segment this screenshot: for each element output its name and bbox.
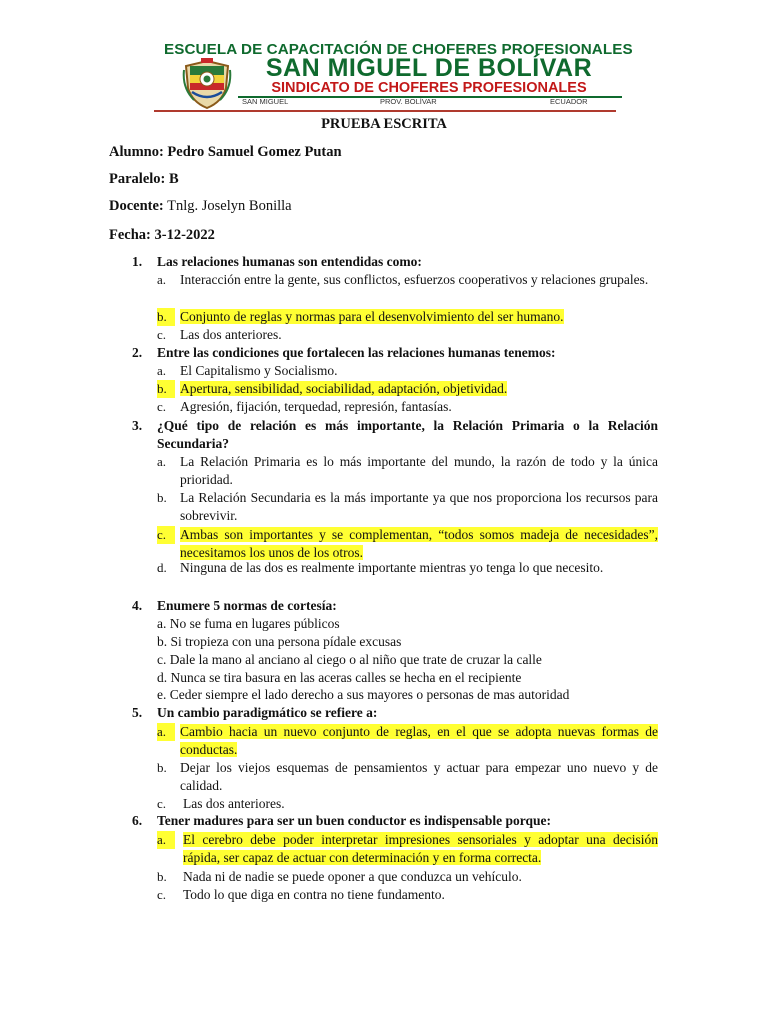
q3-option-c xyxy=(180,526,658,562)
q4-item-d: d. Nunca se tira basura en las aceras calles se hecha en el recipiente xyxy=(157,670,522,685)
q2-option-a xyxy=(180,362,658,380)
question-6-text: Tener madures para ser un buen conductor es indispensable porque: xyxy=(157,813,551,828)
location-country: ECUADOR xyxy=(550,97,588,106)
q5-option-c-letter: c. xyxy=(157,796,167,811)
question-1-text: Las relaciones humanas son entendidas como: xyxy=(157,254,422,269)
q5-option-b xyxy=(180,759,658,795)
q4-item-a: a. No se fuma en lugares públicos xyxy=(157,616,340,631)
q3-option-a-letter: a. xyxy=(157,454,167,469)
q3-option-c-text: Ambas son importantes y se complementan, “todos somos madeja de necesidades”, necesitamos los unos de los otros. xyxy=(180,527,658,560)
q5-option-b-letter: b. xyxy=(157,760,167,775)
question-2-text: Entre las condiciones que fortalecen las relaciones humanas tenemos: xyxy=(157,345,556,360)
q6-option-c-letter: c. xyxy=(157,887,167,902)
q6-option-c xyxy=(183,886,661,904)
student-name: Pedro Samuel Gomez Putan xyxy=(167,144,342,160)
brand-name: SAN MIGUEL DE BOLÍVAR xyxy=(265,54,593,82)
question-2-number: 2. xyxy=(132,345,143,360)
q5-option-b-text: Dejar los viejos esquemas de pensamientos y actuar para empezar uno nuevo y de calidad. xyxy=(180,760,658,793)
q1-option-b-letter: b. xyxy=(157,308,175,326)
q3-option-b xyxy=(180,489,658,525)
q4-item-e: e. Ceder siempre el lado derecho a sus mayores o personas de mas autoridad xyxy=(157,687,570,702)
union-name: SINDICATO DE CHOFERES PROFESIONALES xyxy=(271,80,587,96)
q2-option-b-letter: b. xyxy=(157,380,175,398)
student-label: Alumno: xyxy=(109,144,164,160)
q5-option-a-letter: a. xyxy=(157,723,175,741)
q2-option-c-letter: c. xyxy=(157,399,167,414)
header-underline xyxy=(154,110,616,112)
q2-option-b xyxy=(180,380,658,398)
q5-option-c xyxy=(183,795,661,813)
q3-option-d-letter: d. xyxy=(157,560,167,575)
q6-option-a-letter: a. xyxy=(157,831,175,849)
q3-option-d xyxy=(180,559,658,577)
location-city: SAN MIGUEL xyxy=(242,97,289,106)
teacher-name: Tnlg. Joselyn Bonilla xyxy=(167,198,292,214)
q3-option-b-letter: b. xyxy=(157,490,167,505)
q6-option-b-text: Nada ni de nadie se puede oponer a que conduzca un vehículo. xyxy=(183,869,522,884)
q2-option-a-text: El Capitalismo y Socialismo. xyxy=(180,363,338,378)
date-value: 3-12-2022 xyxy=(154,227,215,243)
date-field xyxy=(109,227,215,244)
q1-option-a-letter: a. xyxy=(157,272,167,287)
question-5-text: Un cambio paradigmático se refiere a: xyxy=(157,705,378,720)
question-4-text: Enumere 5 normas de cortesía: xyxy=(157,598,337,613)
q2-option-b-text: Apertura, sensibilidad, sociabilidad, adaptación, objetividad. xyxy=(180,381,508,396)
q2-option-c xyxy=(180,398,658,416)
q6-option-a-text: El cerebro debe poder interpretar impresiones sensoriales y adoptar una decisión rápida, ser capaz de actuar con determinación y en forma correcta. xyxy=(183,832,658,865)
q3-option-d-text: Ninguna de las dos es realmente importante mientras yo tenga lo que necesito. xyxy=(180,560,604,575)
exam-title: PRUEBA ESCRITA xyxy=(321,116,447,132)
section-field xyxy=(109,171,179,188)
q1-option-c xyxy=(180,326,658,344)
q5-option-a-text: Cambio hacia un nuevo conjunto de reglas, en el que se adopta nuevas formas de conductas. xyxy=(180,724,658,757)
teacher-label: Docente: xyxy=(109,198,164,214)
q2-option-c-text: Agresión, fijación, terquedad, represión, fantasías. xyxy=(180,399,452,414)
section-value: B xyxy=(169,171,179,187)
section-label: Paralelo: xyxy=(109,171,166,187)
q1-option-c-text: Las dos anteriores. xyxy=(180,327,282,342)
q5-option-c-text: Las dos anteriores. xyxy=(183,796,285,811)
q5-option-a xyxy=(180,723,658,759)
q1-option-c-letter: c. xyxy=(157,327,167,342)
question-6-number: 6. xyxy=(132,813,143,828)
location-province: PROV. BOLÍVAR xyxy=(380,97,437,106)
q3-option-c-letter: c. xyxy=(157,526,175,544)
q1-option-a xyxy=(180,271,658,289)
question-5-number: 5. xyxy=(132,705,143,720)
document-header xyxy=(152,40,633,110)
q6-option-b-letter: b. xyxy=(157,869,167,884)
question-3-number: 3. xyxy=(132,418,143,433)
q1-option-b xyxy=(180,308,658,326)
q4-item-c: c. Dale la mano al anciano al ciego o al niño que trate de cruzar la calle xyxy=(157,652,542,667)
header-locations xyxy=(240,97,604,107)
q6-option-c-text: Todo lo que diga en contra no tiene fundamento. xyxy=(183,887,445,902)
q6-option-b xyxy=(183,868,661,886)
q3-option-b-text: La Relación Secundaria es la más importante ya que nos proporciona los recursos para sobrevivir. xyxy=(180,490,658,523)
school-name: ESCUELA DE CAPACITACIÓN DE CHOFERES PROFESIONALES xyxy=(164,41,633,58)
student-field xyxy=(109,144,342,161)
teacher-field xyxy=(109,198,292,215)
q1-option-a-text: Interacción entre la gente, sus conflictos, esfuerzos cooperativos y relaciones grupales. xyxy=(180,272,649,287)
question-4-number: 4. xyxy=(132,598,143,613)
q1-option-b-text: Conjunto de reglas y normas para el desenvolvimiento del ser humano. xyxy=(180,309,564,324)
coat-of-arms-icon xyxy=(182,58,232,110)
question-3-text: ¿Qué tipo de relación es más importante, la Relación Primaria o la Relación Secundaria? xyxy=(157,418,658,451)
q4-item-b: b. Si tropieza con una persona pídale excusas xyxy=(157,634,402,649)
q2-option-a-letter: a. xyxy=(157,363,167,378)
q6-option-a xyxy=(183,831,658,867)
q3-option-a xyxy=(180,453,658,489)
date-label: Fecha: xyxy=(109,227,151,243)
question-1-number: 1. xyxy=(132,254,143,269)
q3-option-a-text: La Relación Primaria es lo más importante del mundo, la razón de todo y la única prioridad. xyxy=(180,454,658,487)
